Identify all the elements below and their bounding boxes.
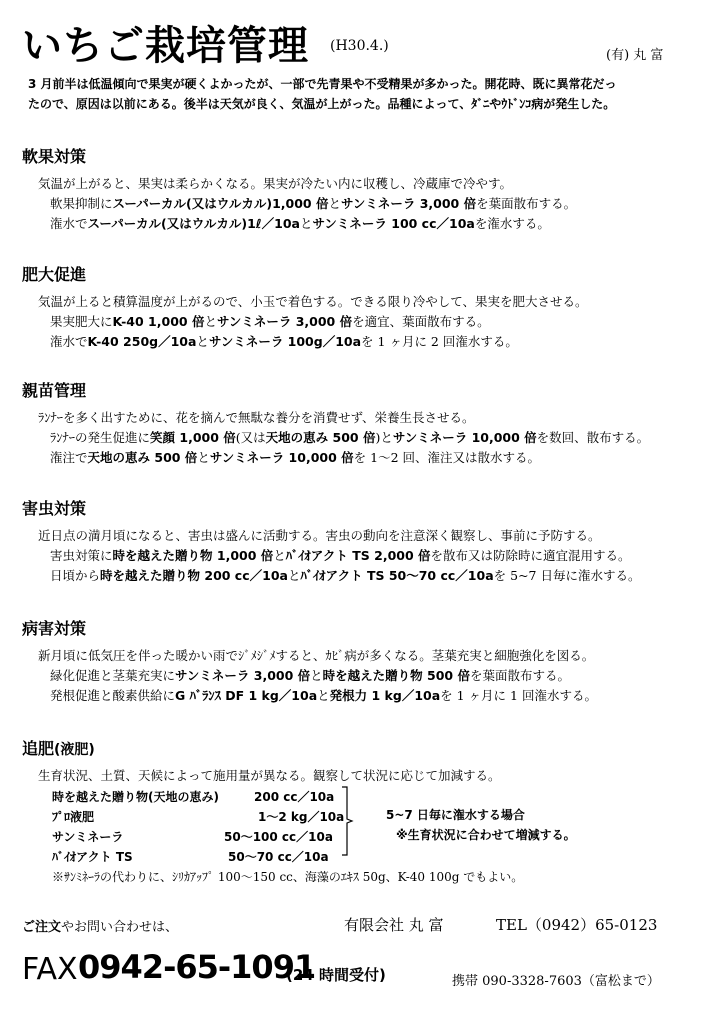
text: を潅水する。 — [474, 216, 550, 231]
fertilizer-amount: 50～70 cc／10a — [228, 850, 329, 864]
text: と — [287, 568, 301, 583]
product-dose: サンミネーラ 10,000 倍 — [392, 430, 537, 445]
section-heading-soft-fruit: 軟果対策 — [22, 147, 87, 166]
issue-date: (H30.4.) — [330, 38, 389, 54]
inquiry-label: やお問い合わせは、 — [61, 920, 179, 935]
text: 潅注で — [50, 450, 88, 465]
company-tag: (有) 丸 富 — [606, 48, 664, 63]
enlargement-foliar-line — [50, 312, 490, 330]
product-dose: サンミネーラ 100 cc／10a — [312, 216, 475, 231]
product-dose: G ﾊﾞﾗﾝｽ DF 1 kg／10a — [175, 688, 318, 703]
text: と — [310, 668, 323, 683]
text: 日頃から — [50, 568, 101, 583]
text: 潅水で — [50, 334, 88, 349]
pest-control-spray-line — [50, 546, 631, 564]
text: を 1 ヶ月に 2 回潅水する。 — [361, 334, 518, 349]
disease-control-irrigation-line — [50, 686, 597, 704]
product-dose: K-40 250g／10a — [87, 334, 197, 349]
text: を葉面散布する。 — [476, 196, 577, 211]
fertilizer-name: ﾊﾞｲｵアクト TS — [52, 850, 133, 864]
parent-seedling-description: ﾗﾝﾅｰを多く出すために、花を摘んで無駄な養分を消費せず、栄養生長させる。 — [38, 410, 475, 425]
product-dose: サンミネーラ 3,000 倍 — [340, 196, 477, 211]
product-dose: サンミネーラ 3,000 倍 — [216, 314, 353, 329]
product-dose: 時を越えた贈り物 500 倍 — [322, 668, 470, 683]
product-dose: 時を越えた贈り物 1,000 倍 — [112, 548, 274, 563]
order-inquiry-text — [22, 916, 178, 935]
fertilizer-name: サンミネーラ — [52, 830, 124, 844]
text: ﾗﾝﾅｰの発生促進に — [50, 430, 151, 445]
text: を 1～2 回、潅注又は散水する。 — [353, 450, 541, 465]
fertilizer-amount: 50～100 cc／10a — [224, 830, 333, 844]
parent-seedling-spray-line — [50, 428, 649, 446]
irrigation-interval-note: 5~7 日毎に潅水する場合 — [386, 808, 525, 822]
soft-fruit-description: 気温が上がると、果実は柔らかくなる。果実が冷たい内に収穫し、冷蔵庫で冷やす。 — [38, 176, 513, 191]
text: と — [273, 548, 286, 563]
substitute-footnote: ※ｻﾝﾐﾈｰﾗの代わりに、ｼﾘｶｱｯﾌﾟ 100～150 cc、海藻のｴｷｽ 50g、K-40 100g でもよい。 — [52, 870, 524, 884]
disease-control-description: 新月頃に低気圧を伴った暖かい雨でｼﾞﾒｼﾞﾒすると、ｶﾋﾞ病が多くなる。茎葉充実と細胞強化を図る。 — [38, 648, 595, 663]
pest-control-description: 近日点の満月頃になると、害虫は盛んに活動する。害虫の動向を注意深く観察し、事前に予防する。 — [38, 528, 601, 543]
text: 軟果抑制に — [50, 196, 113, 211]
text: と — [196, 334, 209, 349]
section-heading-pest-control: 害虫対策 — [22, 499, 87, 518]
text: 緑化促進と茎葉充実に — [50, 668, 176, 683]
table-bracket — [340, 786, 354, 856]
fertilizer-amount: 200 cc／10a — [254, 790, 335, 804]
product-dose: 発根力 1 kg／10a — [329, 688, 441, 703]
section-heading-parent-seedling: 親苗管理 — [22, 381, 87, 400]
fertilizer-name: ﾌﾟﾛ液肥 — [52, 810, 95, 824]
fertilizer-amount: 1～2 kg／10a — [258, 810, 345, 824]
product-dose: 天地の恵み 500 倍 — [87, 450, 198, 465]
section-heading-enlargement: 肥大促進 — [22, 265, 87, 284]
text: と — [328, 196, 341, 211]
text: と — [300, 216, 313, 231]
text: 潅水で — [50, 216, 88, 231]
product-dose: 天地の恵み 500 倍 — [265, 430, 376, 445]
text: を適宜、葉面散布する。 — [352, 314, 490, 329]
enlargement-irrigation-line — [50, 332, 518, 350]
text: と — [204, 314, 217, 329]
product-dose: サンミネーラ 3,000 倍 — [175, 668, 311, 683]
disease-control-foliar-line — [50, 666, 570, 684]
page-title: いちご栽培管理 — [22, 23, 309, 69]
text: と — [197, 450, 210, 465]
intro-line-2: たので、原因は以前にある。後半は天気が良く、気温が上がった。品種によって、ﾀﾞﾆやｳﾄﾞﾝｺ病が発生した。 — [28, 97, 616, 111]
heading-text: 追肥 — [22, 739, 55, 758]
text: を葉面散布する。 — [469, 668, 570, 683]
text: )と — [375, 430, 393, 445]
text: を 1 ヶ月に 1 回潅水する。 — [440, 688, 597, 703]
intro-line-1: 3 月前半は低温傾向で果実が硬くよかったが、一部で先青果や不受精果が多かった。開花時、既に異常花だっ — [28, 77, 617, 91]
parent-seedling-drench-line — [50, 448, 540, 466]
fax-hours: (24 時間受付) — [286, 966, 386, 984]
product-dose: 時を越えた贈り物 200 cc／10a — [100, 568, 288, 583]
pest-control-irrigation-line — [50, 566, 640, 584]
fax-label: FAX — [22, 952, 78, 987]
text: と — [317, 688, 330, 703]
top-dressing-description: 生育状況、土質、天候によって施用量が異なる。観察して状況に応じて加減する。 — [38, 768, 501, 783]
mobile-number: 携帯 090-3328-7603（富松まで） — [452, 974, 660, 989]
text: 発根促進と酸素供給に — [50, 688, 176, 703]
fertilizer-name: 時を越えた贈り物(天地の恵み) — [52, 790, 219, 804]
text: 果実肥大に — [50, 314, 113, 329]
company-name: 有限会社 丸 富 — [344, 916, 444, 934]
product-dose: サンミネーラ 100g／10a — [208, 334, 362, 349]
soft-fruit-foliar-line — [50, 194, 576, 212]
enlargement-description: 気温が上ると積算温度が上がるので、小玉で着色する。できる限り冷やして、果実を肥大させる。 — [38, 294, 588, 309]
soft-fruit-irrigation-line — [50, 214, 550, 232]
text: 害虫対策に — [50, 548, 113, 563]
section-heading-top-dressing — [22, 736, 95, 759]
text: を散布又は防除時に適宜混用する。 — [430, 548, 631, 563]
adjustment-note: ※生育状況に合わせて増減する。 — [396, 828, 576, 842]
section-heading-disease-control: 病害対策 — [22, 619, 87, 638]
product-dose: ﾊﾞｲｵアクト TS 50～70 cc／10a — [300, 568, 494, 583]
telephone-number: TEL（0942）65-0123 — [496, 916, 658, 934]
product-dose: ﾊﾞｲｵアクト TS 2,000 倍 — [285, 548, 431, 563]
product-dose: 笑顔 1,000 倍 — [150, 430, 236, 445]
text: (又は — [235, 430, 266, 445]
product-dose: スーパーカル(又はウルカル)1,000 倍 — [112, 196, 329, 211]
text: を 5~7 日毎に潅水する。 — [493, 568, 641, 583]
product-dose: サンミネーラ 10,000 倍 — [209, 450, 354, 465]
text: を数回、散布する。 — [536, 430, 650, 445]
product-dose: K-40 1,000 倍 — [112, 314, 205, 329]
heading-suffix: (液肥) — [54, 742, 95, 758]
product-dose: スーパーカル(又はウルカル)1ℓ／10a — [87, 216, 300, 231]
fax-number: 0942-65-1091 — [78, 948, 316, 986]
order-label: ご注文 — [22, 920, 62, 935]
